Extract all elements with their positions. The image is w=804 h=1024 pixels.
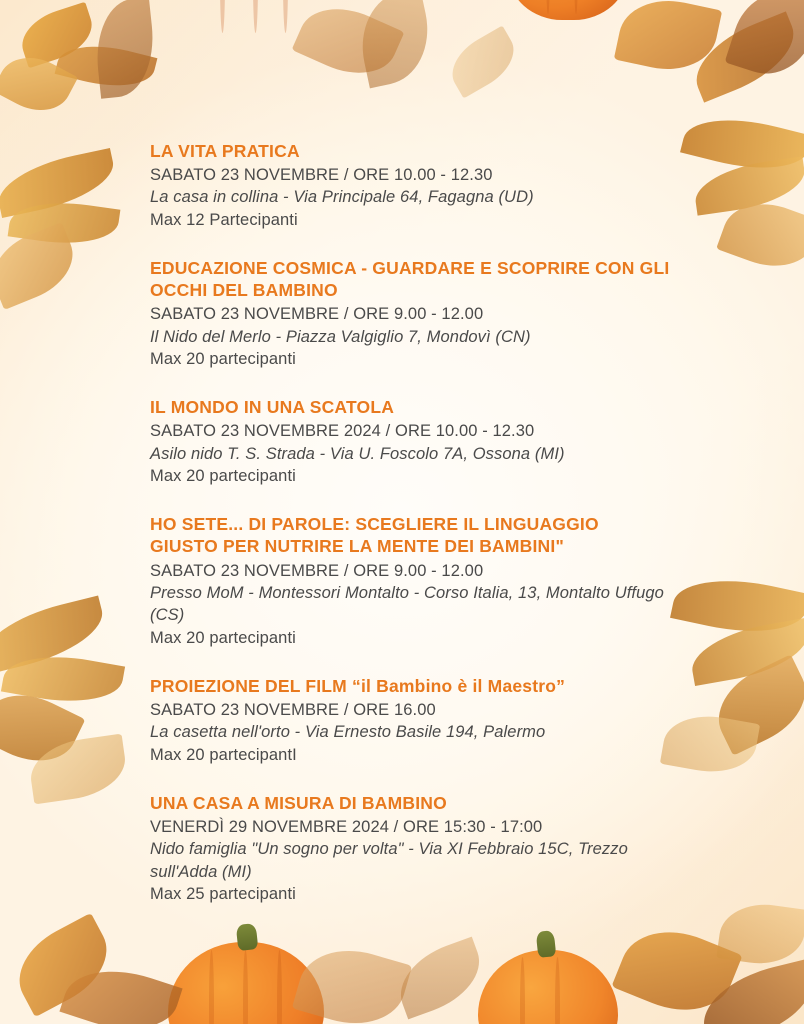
- pumpkin-top-center: [508, 0, 628, 20]
- event-list: [150, 140, 670, 905]
- event-title: IL MONDO IN UNA SCATOLA: [150, 397, 395, 418]
- event-datetime: VENERDÌ 29 NOVEMBRE 2024 / ORE 15:30 - 17:00: [150, 818, 543, 836]
- leaf-icon: [716, 190, 804, 279]
- leaf-icon: [26, 734, 129, 805]
- leaf-icon: [292, 0, 405, 89]
- event-item: [150, 140, 670, 231]
- pumpkin-bottom-left: [168, 942, 324, 1024]
- event-title: LA VITA PRATICA: [150, 141, 300, 161]
- leaf-icon: [660, 708, 760, 779]
- event-location: Il Nido del Merlo - Piazza Valgiglio 7, Mondovì (CN): [150, 327, 531, 346]
- leaf-icon: [687, 618, 804, 686]
- event-capacity: Max 25 partecipanti: [150, 884, 296, 903]
- leaf-icon: [8, 195, 121, 252]
- leaf-icon: [725, 0, 804, 86]
- event-location: Presso MoM - Montessori Montalto - Corso Italia, 13, Montalto Uffugo (CS): [150, 583, 664, 625]
- event-capacity: Max 20 partecipantI: [150, 745, 297, 764]
- leaf-icon: [0, 596, 110, 675]
- event-item: [150, 396, 670, 487]
- leaf-icon: [292, 937, 412, 1024]
- event-location: Nido famiglia "Un sogno per volta" - Via XI Febbraio 15C, Trezzo sull'Adda (MI): [150, 840, 628, 881]
- event-item: [150, 257, 670, 370]
- event-datetime: SABATO 23 NOVEMBRE / ORE 9.00 - 12.00: [150, 305, 484, 324]
- event-item: [150, 792, 670, 905]
- leaf-icon: [0, 148, 119, 218]
- leaf-icon: [680, 106, 804, 183]
- event-capacity: Max 20 partecipanti: [150, 467, 296, 485]
- decoration-top: [0, 0, 804, 150]
- leaf-icon: [670, 567, 804, 645]
- leaf-icon: [704, 654, 804, 755]
- event-datetime: SABATO 23 NOVEMBRE / ORE 10.00 - 12.30: [150, 166, 493, 185]
- event-location: Asilo nido T. S. Strada - Via U. Foscolo 7A, Ossona (MI): [150, 444, 565, 463]
- leaf-icon: [691, 156, 804, 215]
- leaf-icon: [352, 0, 439, 88]
- event-capacity: Max 20 partecipanti: [150, 628, 296, 647]
- event-title: UNA CASA A MISURA DI BAMBINO: [150, 792, 447, 813]
- leaf-icon: [0, 45, 78, 124]
- event-item: [150, 513, 670, 649]
- leaf-icon: [389, 937, 491, 1020]
- event-item: [150, 675, 670, 766]
- leaf-icon: [694, 959, 804, 1024]
- leaf-icon: [15, 2, 100, 69]
- pumpkin-bottom-right: [478, 950, 618, 1024]
- leaf-icon: [611, 914, 742, 1024]
- event-title: PROIEZIONE DEL FILM “il Bambino è il Maestro”: [150, 675, 566, 696]
- leaf-icon: [614, 0, 722, 79]
- leaf-icon: [716, 898, 804, 969]
- event-title: HO SETE... DI PAROLE: SCEGLIERE IL LINGUAGGIO GIUSTO PER NUTRIRE LA MENTE DEI BAMBINI": [150, 514, 599, 557]
- leaf-icon: [91, 0, 159, 99]
- leaf-icon: [1, 646, 125, 712]
- leaf-icon: [442, 25, 525, 98]
- event-capacity: Max 12 Partecipanti: [150, 210, 298, 229]
- leaf-icon: [55, 35, 158, 97]
- leaf-icon: [59, 954, 182, 1024]
- event-location: La casa in collina - Via Principale 64, Fagagna (UD): [150, 188, 534, 207]
- decoration-left: [0, 140, 140, 900]
- event-datetime: SABATO 23 NOVEMBRE 2024 / ORE 10.00 - 12.30: [150, 422, 535, 441]
- event-location: La casetta nell'orto - Via Ernesto Basile 194, Palermo: [150, 723, 546, 742]
- leaf-icon: [684, 11, 804, 102]
- event-capacity: Max 20 partecipanti: [150, 349, 296, 368]
- decoration-right: [664, 120, 804, 900]
- leaf-icon: [0, 679, 85, 777]
- pumpkin-top-left: [178, 0, 328, 40]
- leaf-icon: [4, 913, 122, 1017]
- event-datetime: SABATO 23 NOVEMBRE / ORE 16.00: [150, 700, 436, 719]
- leaf-icon: [0, 222, 84, 310]
- event-title: EDUCAZIONE COSMICA - GUARDARE E SCOPRIRE CON GLI OCCHI DEL BAMBINO: [150, 258, 670, 301]
- event-datetime: SABATO 23 NOVEMBRE / ORE 9.00 - 12.00: [150, 561, 484, 580]
